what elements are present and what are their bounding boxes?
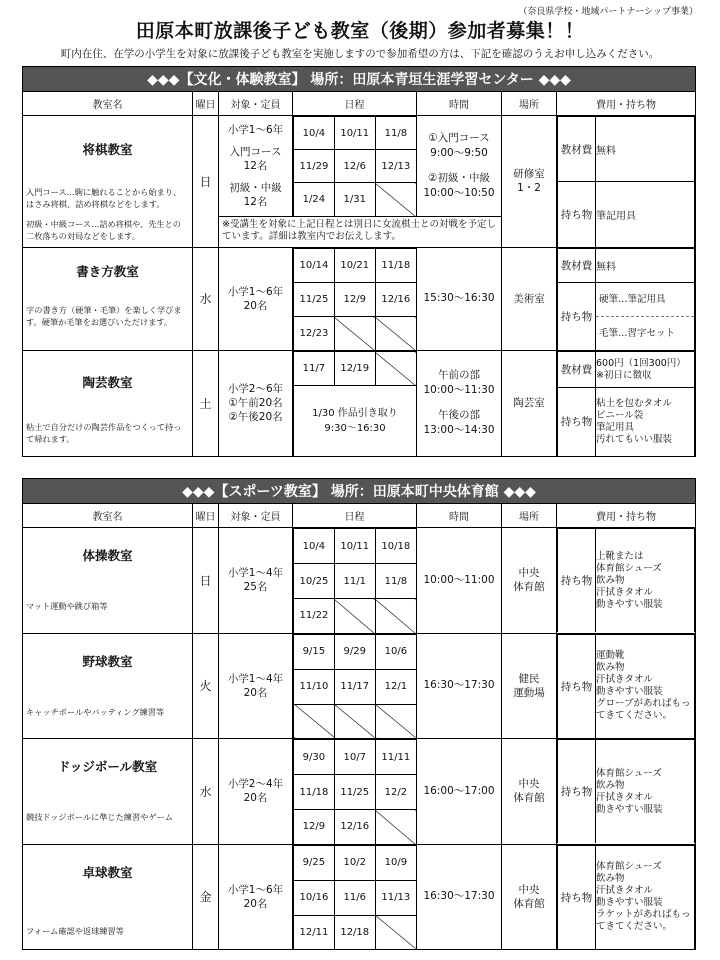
items-value: 筆記用具 bbox=[596, 182, 695, 247]
class-description: マット運動や跳び箱等 bbox=[26, 601, 108, 611]
date-grid bbox=[293, 528, 416, 633]
date: 10/4 bbox=[294, 117, 335, 150]
date: 11/8 bbox=[375, 117, 416, 150]
date: 10/6 bbox=[375, 634, 416, 669]
header-class: 教室名 bbox=[23, 504, 193, 528]
place-line: 研修室 bbox=[513, 168, 545, 181]
items-value bbox=[596, 740, 695, 844]
baseball-row bbox=[23, 633, 696, 739]
target-line: 小学1～6年 bbox=[227, 285, 284, 298]
item-line: 粘土を包むタオル bbox=[596, 397, 673, 409]
item-line: グローブがあればもっ bbox=[596, 698, 691, 710]
date: 12/23 bbox=[294, 317, 335, 350]
target-line: 小学1～4年 bbox=[227, 672, 284, 685]
date-grid bbox=[293, 116, 416, 216]
date-grid bbox=[293, 634, 416, 739]
header-time: 時間 bbox=[417, 92, 502, 116]
items-label: 持ち物 bbox=[558, 282, 596, 350]
date: 9/30 bbox=[294, 740, 335, 775]
class-name: 体操教室 bbox=[82, 548, 133, 563]
class-name: 野球教室 bbox=[82, 653, 133, 669]
date: 12/18 bbox=[334, 915, 375, 949]
items-label: 持ち物 bbox=[558, 182, 596, 247]
date: 11/25 bbox=[334, 775, 375, 810]
time-cell bbox=[417, 116, 502, 217]
day-cell: 火 bbox=[193, 633, 219, 739]
date-grid bbox=[293, 739, 416, 844]
date: 11/18 bbox=[375, 249, 416, 283]
pickup-line: 1/30 作品引き取り bbox=[312, 407, 398, 419]
time-line: ②初級・中級 bbox=[428, 172, 490, 185]
time-cell: 16:00～17:00 bbox=[417, 739, 502, 845]
date: 11/7 bbox=[294, 352, 335, 386]
place-line: 体育館 bbox=[513, 897, 545, 910]
class-description: 初級・中級コース…詰め将棋や、先生との二枚落ちの対局などをします。 bbox=[26, 219, 181, 241]
date: 10/11 bbox=[334, 529, 375, 564]
item-line: 飲み物 bbox=[596, 873, 625, 885]
fee-table bbox=[557, 528, 695, 632]
date: 11/22 bbox=[294, 599, 335, 633]
fee-table bbox=[557, 845, 695, 949]
fee-table bbox=[557, 739, 695, 843]
target-line: 12名 bbox=[243, 160, 268, 173]
time-line: 午後の部 bbox=[438, 409, 480, 422]
date-grid bbox=[293, 351, 416, 456]
item-line: 運動靴 bbox=[596, 650, 625, 662]
class-name: 将棋教室 bbox=[82, 142, 133, 157]
pottery-class-cell bbox=[23, 351, 193, 457]
tabletennis-row bbox=[23, 844, 696, 950]
target-cell bbox=[219, 528, 293, 634]
header-dates: 日程 bbox=[293, 92, 417, 116]
class-name: ドッジボール教室 bbox=[57, 759, 158, 774]
item-line: 汗拭きタオル bbox=[596, 586, 654, 598]
target-line: 20名 bbox=[243, 299, 268, 312]
pickup-info bbox=[294, 386, 417, 456]
item-line: 汗拭きタオル bbox=[596, 885, 654, 897]
dates-cell bbox=[293, 351, 417, 457]
date-grid bbox=[293, 248, 416, 350]
place-line: 中央 bbox=[518, 778, 540, 791]
item-line: 体育館シューズ bbox=[596, 861, 662, 873]
header-day: 曜日 bbox=[193, 504, 219, 528]
empty-date-slash bbox=[375, 704, 416, 738]
place-cell bbox=[502, 116, 557, 248]
date: 12/16 bbox=[375, 283, 416, 317]
place-cell: 陶芸室 bbox=[502, 351, 557, 457]
fee-cell bbox=[557, 351, 696, 457]
item-line: 汗拭きタオル bbox=[596, 791, 654, 803]
place-cell: 美術室 bbox=[502, 247, 557, 351]
fee-value: 無料 bbox=[596, 248, 695, 282]
place-line: 1・2 bbox=[517, 182, 541, 195]
date: 12/9 bbox=[334, 283, 375, 317]
items-label: 持ち物 bbox=[558, 388, 596, 456]
day-cell: 日 bbox=[193, 528, 219, 634]
source-note: （奈良県学校・地域パートナーシップ事業） bbox=[518, 7, 698, 17]
dodgeball-class-cell bbox=[23, 739, 193, 845]
item-line: 汗拭きタオル bbox=[596, 674, 654, 686]
date: 12/16 bbox=[334, 810, 375, 844]
fee-label: 教材費 bbox=[558, 352, 596, 388]
empty-date-slash bbox=[375, 317, 416, 350]
header-class: 教室名 bbox=[23, 92, 193, 116]
item-line: ビニール袋 bbox=[596, 409, 644, 421]
date: 11/1 bbox=[334, 564, 375, 599]
date: 10/14 bbox=[294, 249, 335, 283]
target-cell bbox=[219, 351, 293, 457]
dates-cell bbox=[293, 528, 417, 634]
time-line: 10:00～11:30 bbox=[423, 384, 495, 397]
empty-date-slash bbox=[334, 317, 375, 350]
pottery-row bbox=[23, 351, 696, 457]
date: 12/13 bbox=[375, 150, 416, 183]
date: 10/4 bbox=[294, 529, 335, 564]
date: 10/25 bbox=[294, 564, 335, 599]
date: 9/29 bbox=[334, 634, 375, 669]
target-cell bbox=[219, 116, 293, 217]
item-line: 筆記用具 bbox=[596, 421, 635, 433]
class-name: 陶芸教室 bbox=[82, 375, 133, 390]
date: 11/13 bbox=[375, 880, 416, 915]
class-name: 書き方教室 bbox=[76, 263, 139, 279]
items-label: 持ち物 bbox=[558, 740, 596, 844]
item-line: 動きやすい服装 bbox=[596, 897, 663, 909]
fee-table bbox=[557, 634, 695, 738]
target-line: 入門コース bbox=[229, 146, 282, 159]
item-line: ラケットがあればもっ bbox=[596, 909, 691, 921]
date: 10/18 bbox=[375, 529, 416, 564]
time-cell: 15:30～16:30 bbox=[417, 247, 502, 351]
day-cell: 土 bbox=[193, 351, 219, 457]
class-description: 字の書き方（硬筆・毛筆）を楽しく学びます。硬筆か毛筆をお選びいただけます。 bbox=[26, 304, 182, 327]
class-description: 競技ドッジボールに準じた練習やゲーム bbox=[26, 812, 173, 822]
items-value bbox=[596, 845, 695, 949]
items-value bbox=[596, 634, 695, 738]
culture-banner: ◆◆◆【文化・体験教室】 場所：田原本青垣生涯学習センター ◆◆◆ bbox=[23, 67, 696, 92]
gym-class-cell bbox=[23, 528, 193, 634]
date: 11/17 bbox=[334, 669, 375, 704]
date: 12/2 bbox=[375, 775, 416, 810]
date: 12/11 bbox=[294, 915, 335, 949]
place-cell bbox=[502, 633, 557, 739]
header-target: 対象・定員 bbox=[219, 504, 293, 528]
header-day: 曜日 bbox=[193, 92, 219, 116]
gym-row bbox=[23, 528, 696, 634]
date: 10/9 bbox=[375, 845, 416, 880]
date: 11/18 bbox=[294, 775, 335, 810]
time-cell: 16:30～17:30 bbox=[417, 844, 502, 950]
fee-label: 教材費 bbox=[558, 117, 596, 182]
items-label: 持ち物 bbox=[558, 529, 596, 633]
day-cell: 日 bbox=[193, 116, 219, 248]
dates-cell bbox=[293, 247, 417, 351]
dates-cell bbox=[293, 633, 417, 739]
place-line: 運動場 bbox=[513, 686, 545, 699]
item-line: 体育館シューズ bbox=[596, 562, 662, 574]
target-line: 小学2～4年 bbox=[227, 778, 284, 791]
item-line: 飲み物 bbox=[596, 662, 625, 674]
dodgeball-row bbox=[23, 739, 696, 845]
date: 10/7 bbox=[334, 740, 375, 775]
target-line: 小学1～6年 bbox=[227, 124, 284, 137]
fee-line: 600円（1回300円） bbox=[596, 357, 686, 369]
fee-value: 無料 bbox=[596, 117, 695, 182]
target-line: 12名 bbox=[243, 196, 268, 209]
shogi-class-cell bbox=[23, 116, 193, 248]
place-cell bbox=[502, 739, 557, 845]
date: 11/25 bbox=[294, 283, 335, 317]
header-place: 場所 bbox=[502, 92, 557, 116]
time-line: 午前の部 bbox=[438, 369, 480, 382]
item-line: てきてください。 bbox=[596, 921, 673, 933]
tabletennis-class-cell bbox=[23, 844, 193, 950]
target-cell bbox=[219, 633, 293, 739]
day-cell: 水 bbox=[193, 247, 219, 351]
time-cell: 16:30～17:30 bbox=[417, 633, 502, 739]
date: 11/6 bbox=[334, 880, 375, 915]
shogi-row bbox=[23, 116, 696, 217]
date: 11/8 bbox=[375, 564, 416, 599]
pickup-line: 9:30～16:30 bbox=[324, 422, 386, 434]
target-line: 小学1～6年 bbox=[227, 883, 284, 896]
date: 12/19 bbox=[334, 352, 375, 386]
header-fee: 費用・持ち物 bbox=[557, 92, 696, 116]
sports-table bbox=[22, 478, 696, 950]
fee-cell bbox=[557, 116, 696, 248]
item-line: 毛筆…習字セット bbox=[596, 316, 694, 350]
target-line: 20名 bbox=[243, 686, 268, 699]
date: 10/11 bbox=[334, 117, 375, 150]
baseball-class-cell bbox=[23, 633, 193, 739]
sports-header-row bbox=[23, 504, 696, 528]
class-description: キャッチボールやバッティング練習等 bbox=[26, 706, 165, 717]
target-line: 25名 bbox=[243, 581, 268, 594]
item-line: 上靴または bbox=[596, 550, 644, 562]
fee-cell bbox=[557, 844, 696, 950]
target-line: ①午前20名 bbox=[228, 397, 283, 410]
target-line: 20名 bbox=[243, 792, 268, 805]
item-line: 硬筆…筆記用具 bbox=[599, 293, 666, 305]
target-line: 初級・中級 bbox=[229, 182, 282, 195]
fee-cell bbox=[557, 739, 696, 845]
fee-table bbox=[557, 351, 695, 456]
time-line: 9:00～9:50 bbox=[430, 147, 488, 160]
fee-table bbox=[557, 248, 695, 351]
item-line: てきてください。 bbox=[596, 710, 673, 722]
date: 10/21 bbox=[334, 249, 375, 283]
dates-cell bbox=[293, 844, 417, 950]
date: 10/16 bbox=[294, 880, 335, 915]
header-time: 時間 bbox=[417, 504, 502, 528]
fee-table bbox=[557, 116, 695, 247]
empty-date-slash bbox=[375, 915, 416, 949]
time-line: 10:00～10:50 bbox=[423, 187, 495, 200]
empty-date-slash bbox=[294, 704, 335, 738]
item-line: 汚れてもいい服装 bbox=[596, 433, 673, 445]
header-fee: 費用・持ち物 bbox=[557, 504, 696, 528]
target-cell bbox=[219, 844, 293, 950]
time-line: 13:00～14:30 bbox=[423, 424, 495, 437]
day-cell: 金 bbox=[193, 844, 219, 950]
date: 1/24 bbox=[294, 183, 335, 216]
culture-header-row bbox=[23, 92, 696, 116]
calligraphy-row bbox=[23, 247, 696, 351]
target-line: 小学2～6年 bbox=[227, 383, 284, 396]
sports-banner: ◆◆◆【スポーツ教室】 場所：田原本町中央体育館 ◆◆◆ bbox=[23, 479, 696, 504]
items-value bbox=[596, 529, 695, 633]
empty-date-slash bbox=[375, 183, 416, 216]
class-description: 入門コース…駒に触れることから始まり、はさみ将棋、詰め将棋などをします。 bbox=[26, 187, 182, 209]
date: 12/9 bbox=[294, 810, 335, 844]
item-line: 飲み物 bbox=[596, 779, 625, 791]
fee-cell bbox=[557, 528, 696, 634]
target-line: ②午後20名 bbox=[228, 411, 283, 424]
date: 12/1 bbox=[375, 669, 416, 704]
place-cell bbox=[502, 844, 557, 950]
fee-cell bbox=[557, 633, 696, 739]
target-cell bbox=[219, 247, 293, 351]
empty-date-slash bbox=[375, 599, 416, 633]
empty-date-slash bbox=[375, 810, 416, 844]
dates-cell bbox=[293, 116, 417, 217]
date: 11/29 bbox=[294, 150, 335, 183]
date: 9/15 bbox=[294, 634, 335, 669]
date: 10/2 bbox=[334, 845, 375, 880]
fee-value bbox=[596, 352, 695, 388]
header-place: 場所 bbox=[502, 504, 557, 528]
place-line: 中央 bbox=[518, 883, 540, 896]
item-line: 飲み物 bbox=[596, 574, 625, 586]
time-cell bbox=[417, 351, 502, 457]
fee-line: ※初日に徴収 bbox=[596, 369, 652, 381]
shogi-note: ※受講生を対象に上記日程とは別日に女流棋士との対戦を予定しています。詳細は教室内でお伝えします。 bbox=[219, 217, 502, 247]
items-value bbox=[596, 388, 695, 456]
items-label: 持ち物 bbox=[558, 845, 596, 949]
date-grid bbox=[293, 845, 416, 950]
intro-text: 町内在住、在学の小学生を対象に放課後子ども教室を実施しますので参加希望の方は、下記を確認のうえお申し込みください。 bbox=[60, 48, 660, 60]
date: 9/25 bbox=[294, 845, 335, 880]
item-line: 動きやすい服装 bbox=[596, 598, 663, 610]
place-line: 体育館 bbox=[513, 581, 545, 594]
fee-label: 教材費 bbox=[558, 248, 596, 282]
target-line: 20名 bbox=[243, 897, 268, 910]
item-line: 体育館シューズ bbox=[596, 767, 662, 779]
place-line: 中央 bbox=[518, 567, 540, 580]
header-dates: 日程 bbox=[293, 504, 417, 528]
fee-cell bbox=[557, 247, 696, 351]
time-line: ①入門コース bbox=[428, 132, 490, 145]
date: 1/31 bbox=[334, 183, 375, 216]
place-line: 体育館 bbox=[513, 792, 545, 805]
page-title: 田原本町放課後子ども教室（後期）参加者募集！！ bbox=[135, 20, 585, 42]
day-cell: 水 bbox=[193, 739, 219, 845]
empty-date-slash bbox=[334, 599, 375, 633]
date: 11/11 bbox=[375, 740, 416, 775]
time-cell: 10:00～11:00 bbox=[417, 528, 502, 634]
date: 12/6 bbox=[334, 150, 375, 183]
date: 11/10 bbox=[294, 669, 335, 704]
place-cell bbox=[502, 528, 557, 634]
items-label: 持ち物 bbox=[558, 634, 596, 738]
target-cell bbox=[219, 739, 293, 845]
empty-date-slash bbox=[375, 352, 416, 386]
class-name: 卓球教室 bbox=[82, 864, 133, 880]
empty-date-slash bbox=[334, 704, 375, 738]
dates-cell bbox=[293, 739, 417, 845]
calligraphy-class-cell bbox=[23, 247, 193, 351]
culture-table bbox=[22, 66, 696, 457]
class-description: 粘土で自分だけの陶芸作品をつくって持って帰れます。 bbox=[26, 422, 182, 444]
header-target: 対象・定員 bbox=[219, 92, 293, 116]
place-line: 健民 bbox=[518, 672, 540, 685]
target-line: 小学1～4年 bbox=[227, 567, 284, 580]
item-line: 動きやすい服装 bbox=[596, 686, 663, 698]
class-description: フォーム確認や返球練習等 bbox=[26, 925, 124, 936]
items-value bbox=[596, 282, 695, 350]
item-line: 動きやすい服装 bbox=[596, 803, 663, 815]
